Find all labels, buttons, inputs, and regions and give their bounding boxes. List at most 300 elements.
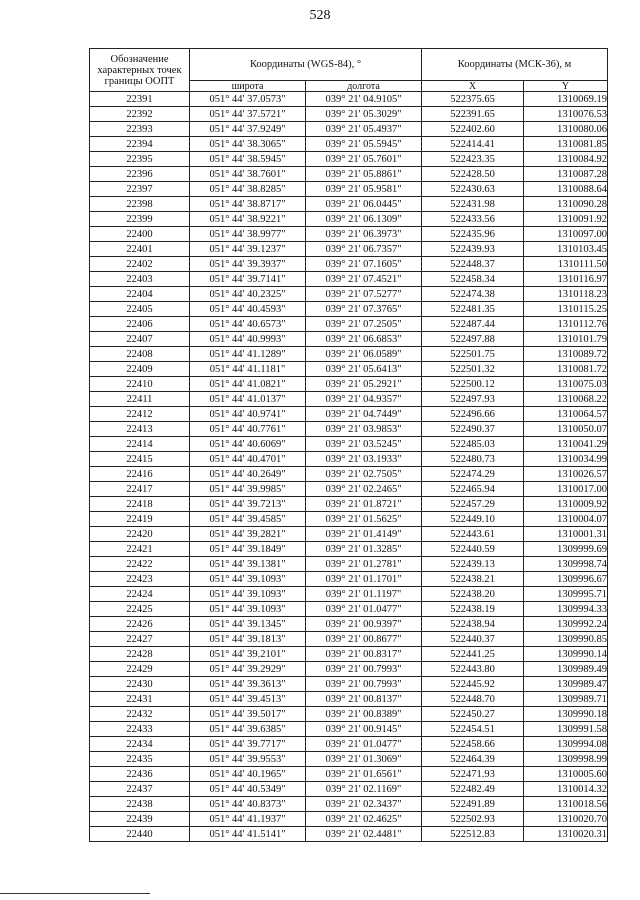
- longitude-cell: 039° 21' 02.4481": [306, 827, 422, 842]
- longitude-cell: 039° 21' 05.6413": [306, 362, 422, 377]
- x-cell: 522440.37: [422, 632, 524, 647]
- y-cell: 1309998.74: [524, 557, 608, 572]
- latitude-cell: 051° 44' 39.3613": [190, 677, 306, 692]
- latitude-cell: 051° 44' 38.7601": [190, 167, 306, 182]
- table-row: [90, 707, 608, 722]
- y-cell: 1310089.72: [524, 347, 608, 362]
- point-id: 22403: [90, 272, 190, 287]
- header-designation: Обозначение характерных точек границы ООПТ: [90, 49, 190, 92]
- latitude-cell: 051° 44' 38.9977": [190, 227, 306, 242]
- y-cell: 1310091.92: [524, 212, 608, 227]
- table-row: [90, 572, 608, 587]
- latitude-cell: 051° 44' 39.1345": [190, 617, 306, 632]
- longitude-cell: 039° 21' 00.8137": [306, 692, 422, 707]
- x-cell: 522438.94: [422, 617, 524, 632]
- point-id: 22433: [90, 722, 190, 737]
- header-y: Y: [524, 81, 608, 92]
- table-row: [90, 542, 608, 557]
- latitude-cell: 051° 44' 40.9741": [190, 407, 306, 422]
- longitude-cell: 039° 21' 06.6853": [306, 332, 422, 347]
- point-id: 22393: [90, 122, 190, 137]
- y-cell: 1309989.47: [524, 677, 608, 692]
- y-cell: 1310088.64: [524, 182, 608, 197]
- longitude-cell: 039° 21' 01.2781": [306, 557, 422, 572]
- table-row: [90, 482, 608, 497]
- longitude-cell: 039° 21' 02.1169": [306, 782, 422, 797]
- longitude-cell: 039° 21' 02.7505": [306, 467, 422, 482]
- x-cell: 522428.50: [422, 167, 524, 182]
- point-id: 22412: [90, 407, 190, 422]
- table-row: [90, 647, 608, 662]
- x-cell: 522480.73: [422, 452, 524, 467]
- longitude-cell: 039° 21' 01.4149": [306, 527, 422, 542]
- table-row: [90, 422, 608, 437]
- x-cell: 522512.83: [422, 827, 524, 842]
- longitude-cell: 039° 21' 05.8861": [306, 167, 422, 182]
- latitude-cell: 051° 44' 38.3065": [190, 137, 306, 152]
- x-cell: 522458.66: [422, 737, 524, 752]
- x-cell: 522474.38: [422, 287, 524, 302]
- x-cell: 522502.93: [422, 812, 524, 827]
- x-cell: 522471.93: [422, 767, 524, 782]
- point-id: 22396: [90, 167, 190, 182]
- x-cell: 522439.13: [422, 557, 524, 572]
- table-row: [90, 467, 608, 482]
- point-id: 22401: [90, 242, 190, 257]
- point-id: 22392: [90, 107, 190, 122]
- y-cell: 1309990.85: [524, 632, 608, 647]
- y-cell: 1310103.45: [524, 242, 608, 257]
- point-id: 22408: [90, 347, 190, 362]
- y-cell: 1310034.99: [524, 452, 608, 467]
- y-cell: 1310075.03: [524, 377, 608, 392]
- longitude-cell: 039° 21' 07.3765": [306, 302, 422, 317]
- x-cell: 522391.65: [422, 107, 524, 122]
- point-id: 22425: [90, 602, 190, 617]
- longitude-cell: 039° 21' 07.1605": [306, 257, 422, 272]
- latitude-cell: 051° 44' 39.9553": [190, 752, 306, 767]
- table-row: [90, 677, 608, 692]
- x-cell: 522501.75: [422, 347, 524, 362]
- point-id: 22417: [90, 482, 190, 497]
- x-cell: 522497.93: [422, 392, 524, 407]
- x-cell: 522375.65: [422, 92, 524, 107]
- latitude-cell: 051° 44' 38.8285": [190, 182, 306, 197]
- point-id: 22413: [90, 422, 190, 437]
- y-cell: 1309989.49: [524, 662, 608, 677]
- table-row: [90, 197, 608, 212]
- latitude-cell: 051° 44' 39.1849": [190, 542, 306, 557]
- x-cell: 522501.32: [422, 362, 524, 377]
- latitude-cell: 051° 44' 40.4701": [190, 452, 306, 467]
- x-cell: 522438.19: [422, 602, 524, 617]
- latitude-cell: 051° 44' 40.2649": [190, 467, 306, 482]
- x-cell: 522487.44: [422, 317, 524, 332]
- point-id: 22426: [90, 617, 190, 632]
- point-id: 22400: [90, 227, 190, 242]
- longitude-cell: 039° 21' 02.3437": [306, 797, 422, 812]
- x-cell: 522449.10: [422, 512, 524, 527]
- y-cell: 1309998.99: [524, 752, 608, 767]
- x-cell: 522443.80: [422, 662, 524, 677]
- latitude-cell: 051° 44' 39.1813": [190, 632, 306, 647]
- point-id: 22438: [90, 797, 190, 812]
- y-cell: 1310026.57: [524, 467, 608, 482]
- y-cell: 1309995.71: [524, 587, 608, 602]
- y-cell: 1310069.19: [524, 92, 608, 107]
- x-cell: 522457.29: [422, 497, 524, 512]
- longitude-cell: 039° 21' 00.7993": [306, 677, 422, 692]
- table-row: [90, 272, 608, 287]
- latitude-cell: 051° 44' 41.0821": [190, 377, 306, 392]
- y-cell: 1310118.23: [524, 287, 608, 302]
- point-id: 22428: [90, 647, 190, 662]
- longitude-cell: 039° 21' 03.5245": [306, 437, 422, 452]
- point-id: 22415: [90, 452, 190, 467]
- longitude-cell: 039° 21' 01.1197": [306, 587, 422, 602]
- header-x: X: [422, 81, 524, 92]
- point-id: 22411: [90, 392, 190, 407]
- table-row: [90, 527, 608, 542]
- longitude-cell: 039° 21' 07.5277": [306, 287, 422, 302]
- x-cell: 522438.20: [422, 587, 524, 602]
- x-cell: 522500.12: [422, 377, 524, 392]
- longitude-cell: 039° 21' 04.7449": [306, 407, 422, 422]
- latitude-cell: 051° 44' 39.4513": [190, 692, 306, 707]
- y-cell: 1310020.70: [524, 812, 608, 827]
- table-row: [90, 662, 608, 677]
- longitude-cell: 039° 21' 02.2465": [306, 482, 422, 497]
- point-id: 22427: [90, 632, 190, 647]
- table-row: [90, 617, 608, 632]
- table-row: [90, 287, 608, 302]
- point-id: 22422: [90, 557, 190, 572]
- table-row: [90, 362, 608, 377]
- table-row: [90, 512, 608, 527]
- header-latitude: широта: [190, 81, 306, 92]
- point-id: 22407: [90, 332, 190, 347]
- table-row: [90, 167, 608, 182]
- longitude-cell: 039° 21' 01.8721": [306, 497, 422, 512]
- longitude-cell: 039° 21' 04.9357": [306, 392, 422, 407]
- table-row: [90, 692, 608, 707]
- table-body: [90, 92, 608, 842]
- x-cell: 522431.98: [422, 197, 524, 212]
- longitude-cell: 039° 21' 00.9145": [306, 722, 422, 737]
- y-cell: 1310004.07: [524, 512, 608, 527]
- table-row: [90, 332, 608, 347]
- header-msk36: Координаты (МСК-36), м: [422, 49, 608, 81]
- latitude-cell: 051° 44' 38.8717": [190, 197, 306, 212]
- x-cell: 522440.59: [422, 542, 524, 557]
- table-row: [90, 182, 608, 197]
- table-row: [90, 737, 608, 752]
- y-cell: 1309989.71: [524, 692, 608, 707]
- y-cell: 1310009.92: [524, 497, 608, 512]
- table-row: [90, 767, 608, 782]
- y-cell: 1310068.22: [524, 392, 608, 407]
- table-row: [90, 242, 608, 257]
- longitude-cell: 039° 21' 00.7993": [306, 662, 422, 677]
- longitude-cell: 039° 21' 05.7601": [306, 152, 422, 167]
- latitude-cell: 051° 44' 41.5141": [190, 827, 306, 842]
- latitude-cell: 051° 44' 40.5349": [190, 782, 306, 797]
- latitude-cell: 051° 44' 39.2101": [190, 647, 306, 662]
- latitude-cell: 051° 44' 39.1093": [190, 587, 306, 602]
- table-row: [90, 782, 608, 797]
- latitude-cell: 051° 44' 41.1181": [190, 362, 306, 377]
- latitude-cell: 051° 44' 39.3937": [190, 257, 306, 272]
- table-row: [90, 797, 608, 812]
- x-cell: 522439.93: [422, 242, 524, 257]
- longitude-cell: 039° 21' 01.0477": [306, 602, 422, 617]
- table-row: [90, 92, 608, 107]
- longitude-cell: 039° 21' 05.2921": [306, 377, 422, 392]
- point-id: 22423: [90, 572, 190, 587]
- latitude-cell: 051° 44' 39.1237": [190, 242, 306, 257]
- latitude-cell: 051° 44' 38.5945": [190, 152, 306, 167]
- point-id: 22406: [90, 317, 190, 332]
- longitude-cell: 039° 21' 01.6561": [306, 767, 422, 782]
- point-id: 22419: [90, 512, 190, 527]
- table-row: [90, 752, 608, 767]
- footer-rule: [0, 893, 150, 894]
- longitude-cell: 039° 21' 01.0477": [306, 737, 422, 752]
- y-cell: 1309992.24: [524, 617, 608, 632]
- table-row: [90, 302, 608, 317]
- y-cell: 1310041.29: [524, 437, 608, 452]
- x-cell: 522430.63: [422, 182, 524, 197]
- point-id: 22436: [90, 767, 190, 782]
- y-cell: 1309999.69: [524, 542, 608, 557]
- x-cell: 522433.56: [422, 212, 524, 227]
- point-id: 22440: [90, 827, 190, 842]
- x-cell: 522438.21: [422, 572, 524, 587]
- longitude-cell: 039° 21' 05.3029": [306, 107, 422, 122]
- point-id: 22397: [90, 182, 190, 197]
- table-row: [90, 107, 608, 122]
- latitude-cell: 051° 44' 39.1093": [190, 572, 306, 587]
- table-row: [90, 317, 608, 332]
- longitude-cell: 039° 21' 04.9105": [306, 92, 422, 107]
- x-cell: 522491.89: [422, 797, 524, 812]
- point-id: 22420: [90, 527, 190, 542]
- point-id: 22398: [90, 197, 190, 212]
- y-cell: 1309994.33: [524, 602, 608, 617]
- y-cell: 1310050.07: [524, 422, 608, 437]
- latitude-cell: 051° 44' 37.9249": [190, 122, 306, 137]
- table-row: [90, 227, 608, 242]
- table-row: [90, 437, 608, 452]
- latitude-cell: 051° 44' 37.0573": [190, 92, 306, 107]
- y-cell: 1310020.31: [524, 827, 608, 842]
- latitude-cell: 051° 44' 40.6069": [190, 437, 306, 452]
- latitude-cell: 051° 44' 37.5721": [190, 107, 306, 122]
- x-cell: 522450.27: [422, 707, 524, 722]
- x-cell: 522482.49: [422, 782, 524, 797]
- latitude-cell: 051° 44' 39.2929": [190, 662, 306, 677]
- point-id: 22395: [90, 152, 190, 167]
- y-cell: 1310101.79: [524, 332, 608, 347]
- longitude-cell: 039° 21' 06.7357": [306, 242, 422, 257]
- y-cell: 1310080.06: [524, 122, 608, 137]
- x-cell: 522458.34: [422, 272, 524, 287]
- point-id: 22416: [90, 467, 190, 482]
- point-id: 22439: [90, 812, 190, 827]
- y-cell: 1310116.97: [524, 272, 608, 287]
- latitude-cell: 051° 44' 40.6573": [190, 317, 306, 332]
- y-cell: 1309991.58: [524, 722, 608, 737]
- latitude-cell: 051° 44' 40.9993": [190, 332, 306, 347]
- x-cell: 522402.60: [422, 122, 524, 137]
- point-id: 22432: [90, 707, 190, 722]
- y-cell: 1310064.57: [524, 407, 608, 422]
- y-cell: 1310017.00: [524, 482, 608, 497]
- table-row: [90, 452, 608, 467]
- y-cell: 1310087.28: [524, 167, 608, 182]
- page-number: 528: [309, 8, 331, 23]
- point-id: 22409: [90, 362, 190, 377]
- y-cell: 1310081.72: [524, 362, 608, 377]
- latitude-cell: 051° 44' 39.2821": [190, 527, 306, 542]
- y-cell: 1310018.56: [524, 797, 608, 812]
- y-cell: 1309990.14: [524, 647, 608, 662]
- table-row: [90, 827, 608, 842]
- x-cell: 522490.37: [422, 422, 524, 437]
- point-id: 22421: [90, 542, 190, 557]
- longitude-cell: 039° 21' 06.1309": [306, 212, 422, 227]
- longitude-cell: 039° 21' 00.9397": [306, 617, 422, 632]
- latitude-cell: 051° 44' 39.1381": [190, 557, 306, 572]
- x-cell: 522464.39: [422, 752, 524, 767]
- x-cell: 522454.51: [422, 722, 524, 737]
- longitude-cell: 039° 21' 00.8317": [306, 647, 422, 662]
- y-cell: 1310081.85: [524, 137, 608, 152]
- longitude-cell: 039° 21' 01.3069": [306, 752, 422, 767]
- coordinates-table: [89, 48, 608, 842]
- table-row: [90, 347, 608, 362]
- point-id: 22391: [90, 92, 190, 107]
- x-cell: 522448.37: [422, 257, 524, 272]
- longitude-cell: 039° 21' 01.1701": [306, 572, 422, 587]
- latitude-cell: 051° 44' 39.6385": [190, 722, 306, 737]
- longitude-cell: 039° 21' 05.4937": [306, 122, 422, 137]
- latitude-cell: 051° 44' 41.1289": [190, 347, 306, 362]
- point-id: 22402: [90, 257, 190, 272]
- point-id: 22404: [90, 287, 190, 302]
- y-cell: 1310090.28: [524, 197, 608, 212]
- table-row: [90, 407, 608, 422]
- y-cell: 1310001.31: [524, 527, 608, 542]
- latitude-cell: 051° 44' 40.8373": [190, 797, 306, 812]
- longitude-cell: 039° 21' 00.8389": [306, 707, 422, 722]
- y-cell: 1310111.50: [524, 257, 608, 272]
- y-cell: 1310076.53: [524, 107, 608, 122]
- x-cell: 522448.70: [422, 692, 524, 707]
- point-id: 22435: [90, 752, 190, 767]
- longitude-cell: 039° 21' 01.5625": [306, 512, 422, 527]
- longitude-cell: 039° 21' 06.0589": [306, 347, 422, 362]
- y-cell: 1310005.60: [524, 767, 608, 782]
- point-id: 22399: [90, 212, 190, 227]
- point-id: 22437: [90, 782, 190, 797]
- y-cell: 1310112.76: [524, 317, 608, 332]
- latitude-cell: 051° 44' 39.7213": [190, 497, 306, 512]
- latitude-cell: 051° 44' 39.5017": [190, 707, 306, 722]
- longitude-cell: 039° 21' 03.9853": [306, 422, 422, 437]
- point-id: 22434: [90, 737, 190, 752]
- longitude-cell: 039° 21' 07.2505": [306, 317, 422, 332]
- table-row: [90, 602, 608, 617]
- table-row: [90, 392, 608, 407]
- point-id: 22418: [90, 497, 190, 512]
- table-row: [90, 722, 608, 737]
- x-cell: 522423.35: [422, 152, 524, 167]
- point-id: 22414: [90, 437, 190, 452]
- header-longitude: долгота: [306, 81, 422, 92]
- table-row: [90, 212, 608, 227]
- latitude-cell: 051° 44' 39.9985": [190, 482, 306, 497]
- longitude-cell: 039° 21' 07.4521": [306, 272, 422, 287]
- table-row: [90, 377, 608, 392]
- longitude-cell: 039° 21' 06.3973": [306, 227, 422, 242]
- x-cell: 522414.41: [422, 137, 524, 152]
- table-row: [90, 497, 608, 512]
- table-row: [90, 137, 608, 152]
- header-wgs84: Координаты (WGS-84), °: [190, 49, 422, 81]
- latitude-cell: 051° 44' 39.4585": [190, 512, 306, 527]
- point-id: 22424: [90, 587, 190, 602]
- x-cell: 522443.61: [422, 527, 524, 542]
- latitude-cell: 051° 44' 41.1937": [190, 812, 306, 827]
- y-cell: 1310084.92: [524, 152, 608, 167]
- latitude-cell: 051° 44' 40.2325": [190, 287, 306, 302]
- latitude-cell: 051° 44' 39.7141": [190, 272, 306, 287]
- y-cell: 1310097.00: [524, 227, 608, 242]
- longitude-cell: 039° 21' 02.4625": [306, 812, 422, 827]
- y-cell: 1309990.18: [524, 707, 608, 722]
- table-row: [90, 587, 608, 602]
- latitude-cell: 051° 44' 40.4593": [190, 302, 306, 317]
- x-cell: 522445.92: [422, 677, 524, 692]
- x-cell: 522497.88: [422, 332, 524, 347]
- x-cell: 522435.96: [422, 227, 524, 242]
- table-row: [90, 152, 608, 167]
- latitude-cell: 051° 44' 41.0137": [190, 392, 306, 407]
- x-cell: 522441.25: [422, 647, 524, 662]
- longitude-cell: 039° 21' 03.1933": [306, 452, 422, 467]
- longitude-cell: 039° 21' 05.5945": [306, 137, 422, 152]
- latitude-cell: 051° 44' 40.7761": [190, 422, 306, 437]
- latitude-cell: 051° 44' 40.1965": [190, 767, 306, 782]
- latitude-cell: 051° 44' 39.7717": [190, 737, 306, 752]
- y-cell: 1310014.32: [524, 782, 608, 797]
- point-id: 22405: [90, 302, 190, 317]
- x-cell: 522485.03: [422, 437, 524, 452]
- y-cell: 1309996.67: [524, 572, 608, 587]
- y-cell: 1309994.08: [524, 737, 608, 752]
- table-row: [90, 557, 608, 572]
- x-cell: 522496.66: [422, 407, 524, 422]
- table-row: [90, 812, 608, 827]
- point-id: 22430: [90, 677, 190, 692]
- x-cell: 522465.94: [422, 482, 524, 497]
- longitude-cell: 039° 21' 00.8677": [306, 632, 422, 647]
- point-id: 22394: [90, 137, 190, 152]
- latitude-cell: 051° 44' 39.1093": [190, 602, 306, 617]
- table-row: [90, 257, 608, 272]
- longitude-cell: 039° 21' 01.3285": [306, 542, 422, 557]
